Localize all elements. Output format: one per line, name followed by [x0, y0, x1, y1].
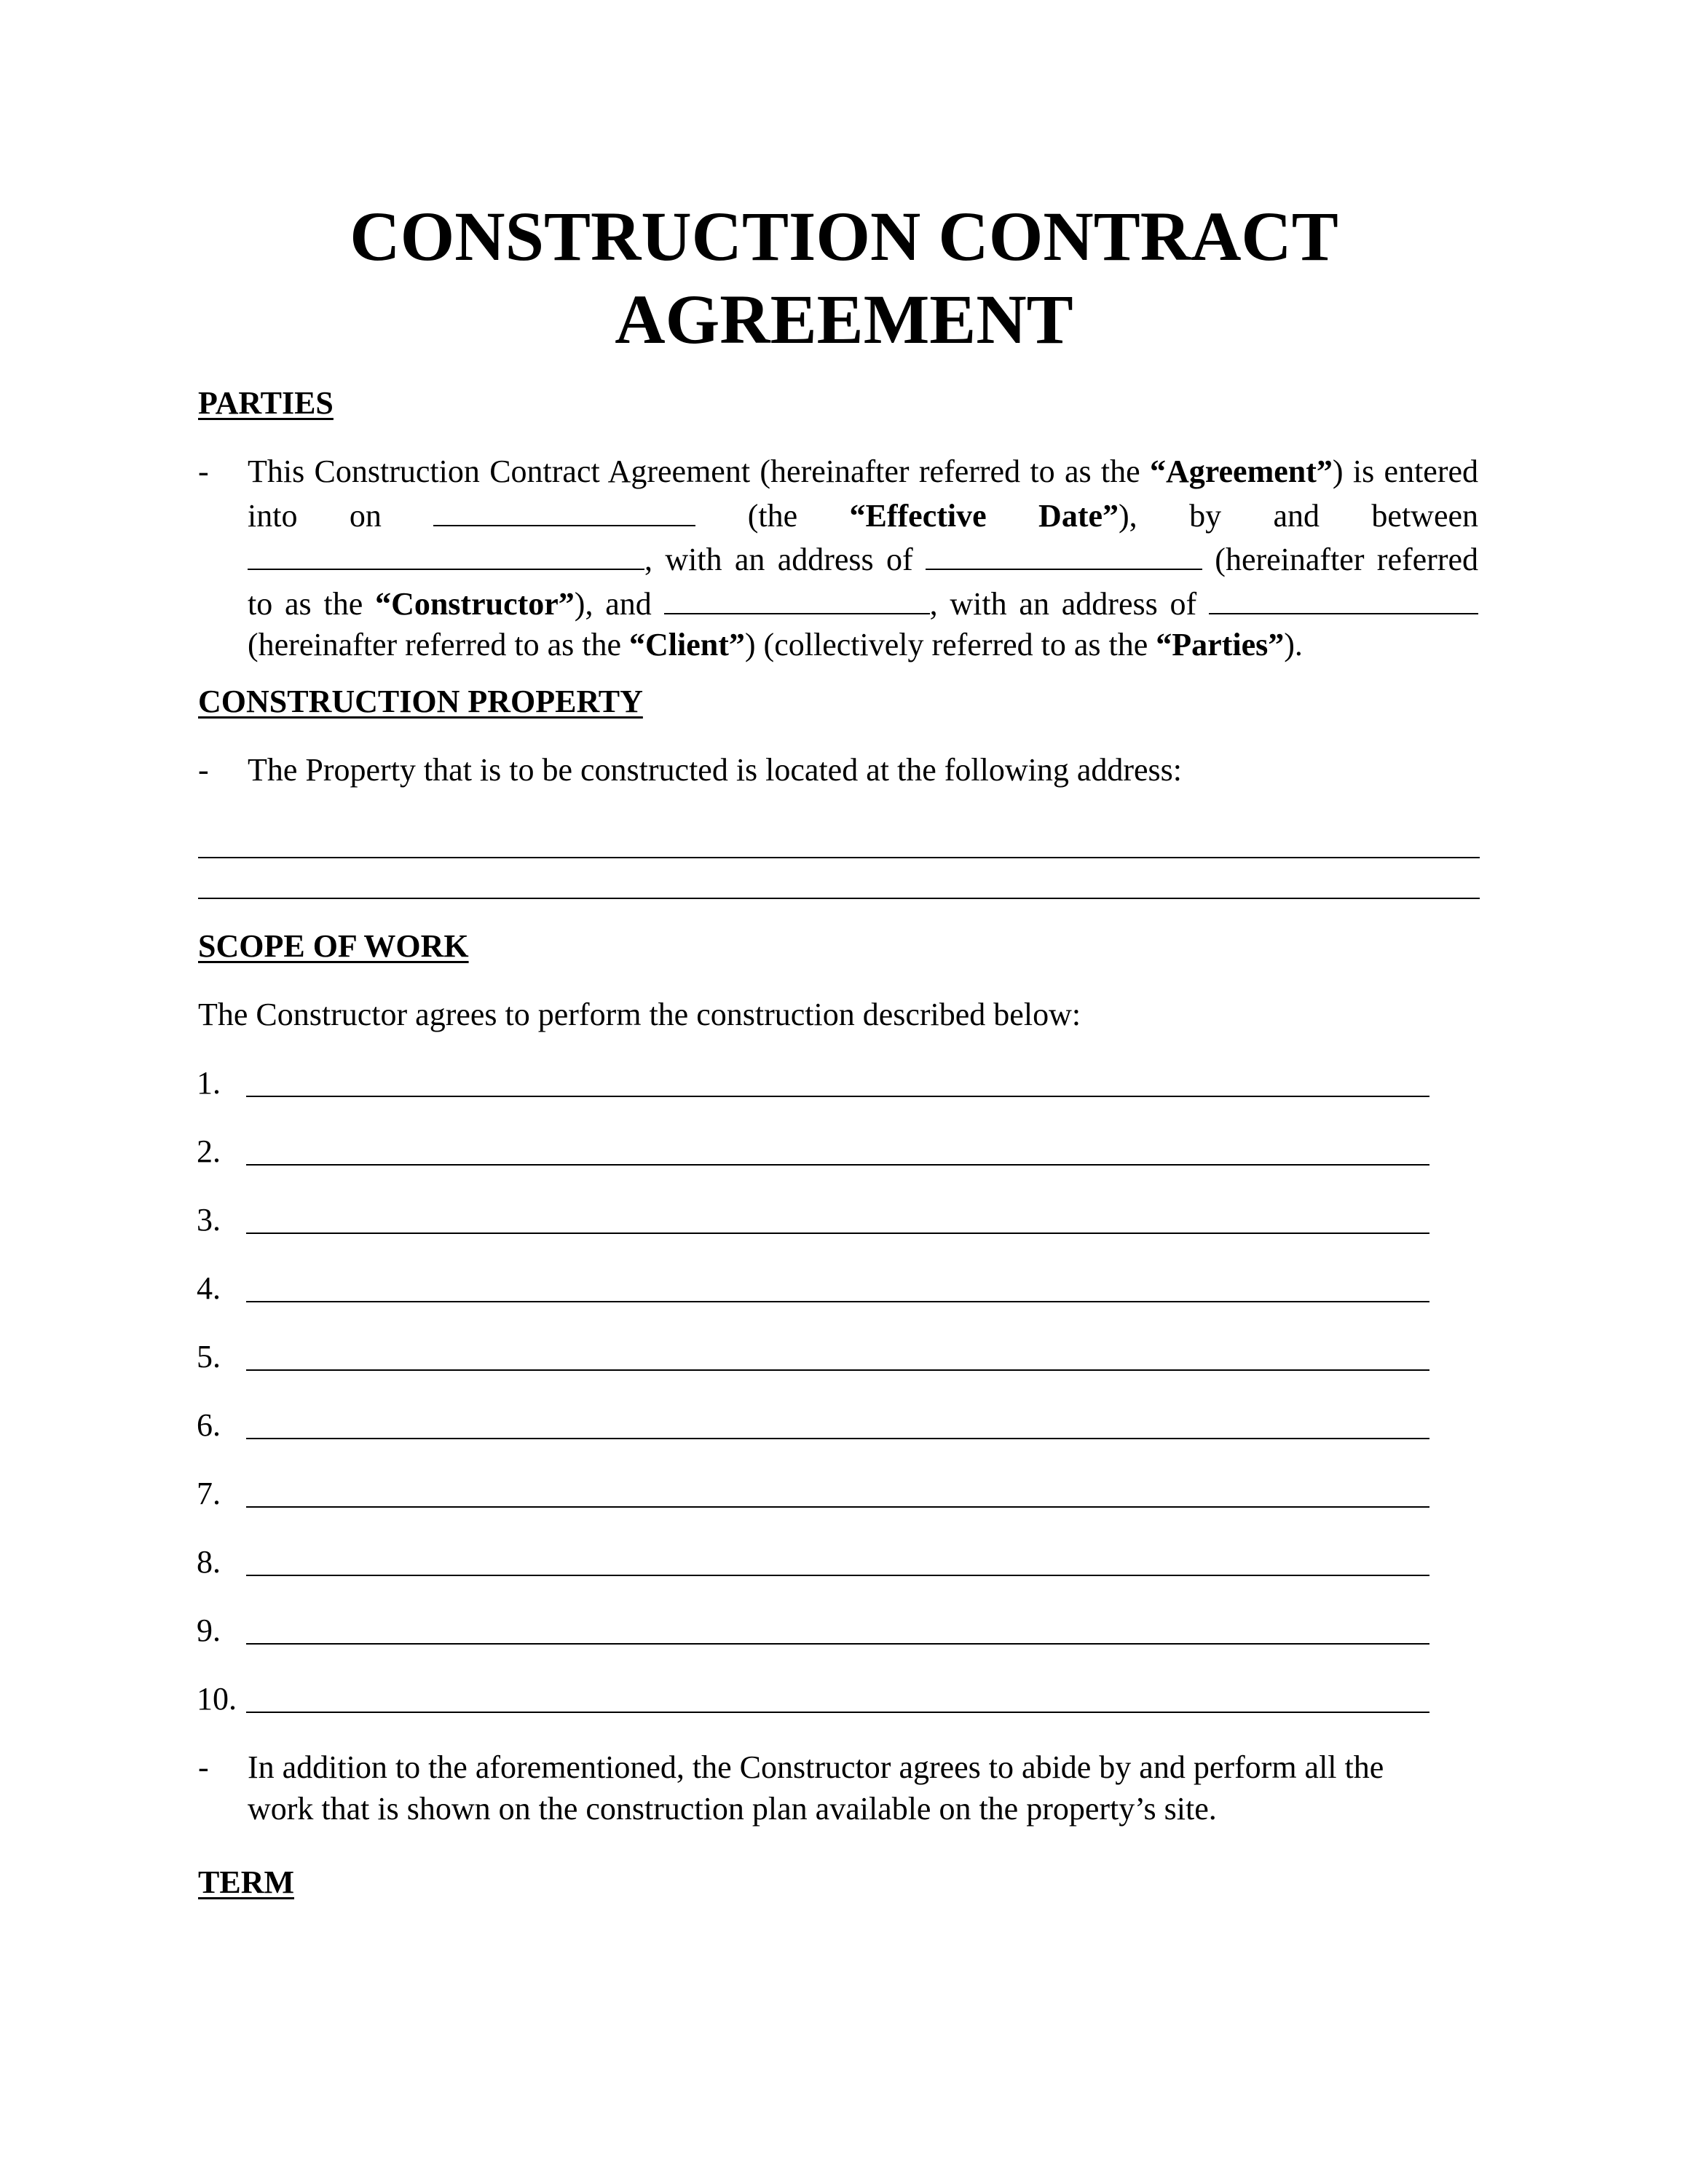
scope-item-number: 3.	[197, 1202, 221, 1238]
scope-item-line[interactable]	[246, 1301, 1429, 1302]
document-title	[0, 195, 1688, 361]
term-heading: TERM	[198, 1864, 294, 1900]
effective-date-blank[interactable]	[433, 493, 695, 526]
scope-item-line[interactable]	[246, 1096, 1429, 1097]
scope-item-number: 7.	[197, 1476, 221, 1511]
constructor-name-blank[interactable]	[248, 537, 644, 570]
client-term: “Client”	[629, 627, 745, 662]
scope-addition-text: In addition to the aforementioned, the Constructor agrees to abide by and perform all the work that is shown on the construction plan available on the property’s site.	[248, 1749, 1384, 1827]
scope-item-number: 8.	[197, 1544, 221, 1580]
scope-item-line[interactable]	[246, 1233, 1429, 1234]
scope-item-number: 9.	[197, 1613, 221, 1648]
client-address-blank[interactable]	[1209, 581, 1478, 614]
property-address-line-1[interactable]	[198, 857, 1480, 858]
scope-heading: SCOPE OF WORK	[198, 928, 469, 964]
scope-item-number: 1.	[197, 1065, 221, 1101]
scope-item-line[interactable]	[246, 1369, 1429, 1371]
parties-paragraph: This Construction Contract Agreement (hereinafter referred to as the “Agreement”) is entered into on (the “Effective Date”), by and between , with an address of (hereinafter referred to as the “Constructor”), and , with an address of (hereinafter referred to as the “Client”) (collectively referred to as the “Parties”).	[248, 454, 1479, 662]
scope-item-line[interactable]	[246, 1438, 1429, 1439]
scope-item-line[interactable]	[246, 1506, 1429, 1508]
client-name-blank[interactable]	[664, 581, 930, 614]
scope-item-number: 6.	[197, 1407, 221, 1443]
property-text: The Property that is to be constructed is located at the following address:	[248, 752, 1183, 788]
scope-item-number: 5.	[197, 1339, 221, 1374]
constructor-address-blank[interactable]	[926, 537, 1202, 570]
scope-addition-dash: -	[198, 1749, 209, 1785]
scope-item-number: 4.	[197, 1270, 221, 1306]
property-address-line-2[interactable]	[198, 898, 1480, 899]
scope-item-line[interactable]	[246, 1164, 1429, 1166]
parties-heading: PARTIES	[198, 385, 334, 421]
scope-intro: The Constructor agrees to perform the construction described below:	[198, 997, 1081, 1032]
property-heading: CONSTRUCTION PROPERTY	[198, 684, 643, 719]
scope-item-number: 10.	[197, 1681, 237, 1717]
agreement-term: “Agreement”	[1150, 454, 1333, 489]
title-line-1: CONSTRUCTION CONTRACT	[350, 197, 1338, 275]
effective-date-term: “Effective Date”	[849, 497, 1119, 534]
scope-item-line[interactable]	[246, 1712, 1429, 1713]
scope-item-line[interactable]	[246, 1575, 1429, 1576]
parties-dash: -	[198, 454, 209, 489]
scope-item-line[interactable]	[246, 1643, 1429, 1645]
title-line-2: AGREEMENT	[615, 280, 1073, 358]
constructor-term: “Constructor”	[375, 585, 575, 622]
parties-term: “Parties”	[1156, 627, 1285, 662]
scope-item-number: 2.	[197, 1133, 221, 1169]
property-dash: -	[198, 752, 209, 788]
